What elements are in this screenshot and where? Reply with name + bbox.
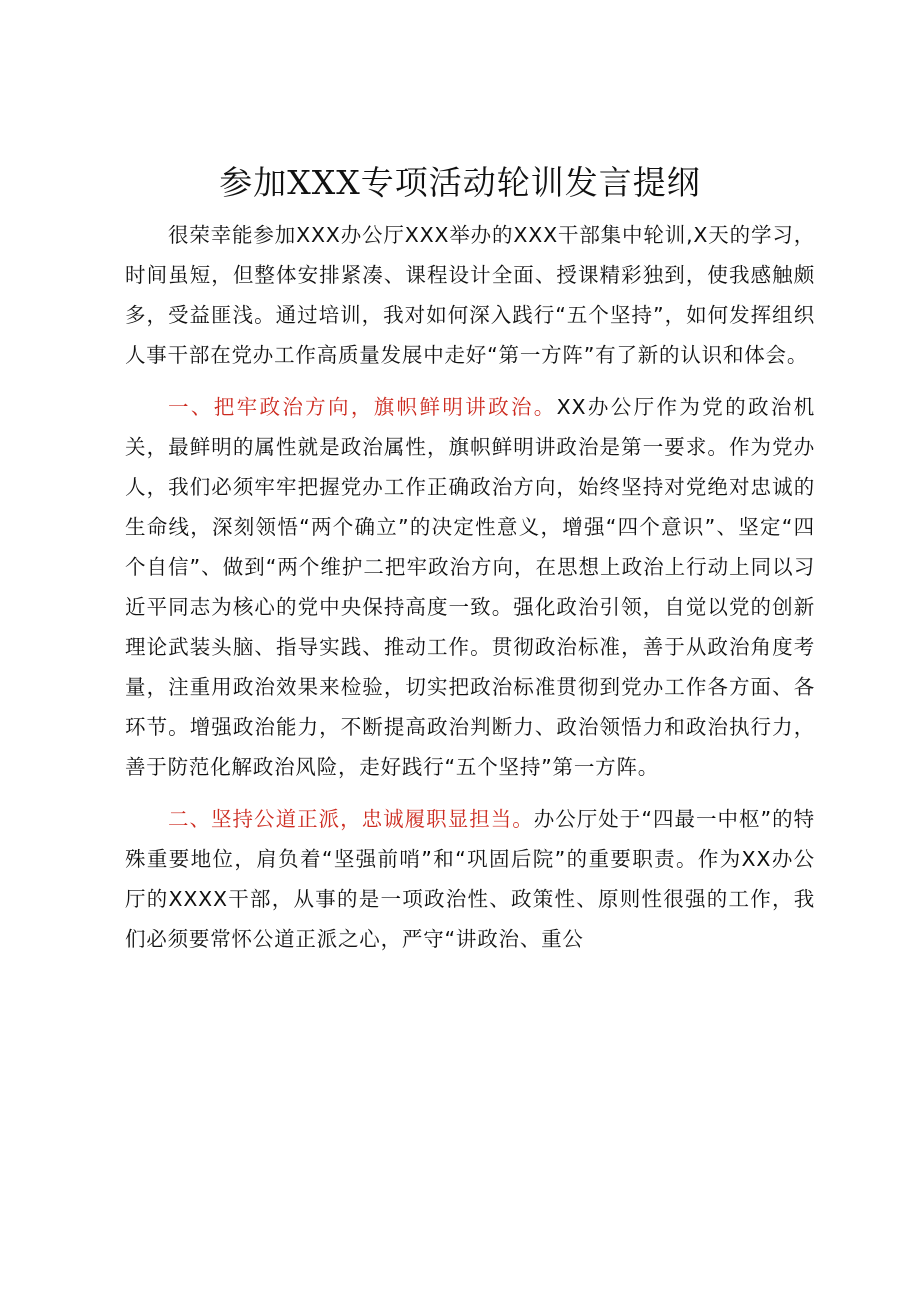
section-2-heading: 二、坚持公道正派，忠诚履职显担当。 (168, 807, 534, 831)
section-1-heading: 一、把牢政治方向，旗帜鲜明讲政治。 (168, 395, 557, 419)
section-1-paragraph (125, 387, 815, 787)
document-title: 参加XXX专项活动轮训发言提纲 (219, 163, 701, 202)
section-1-body: XX办公厅作为党的政治机关，最鲜明的属性就是政治属性，旗帜鲜明讲政治是第一要求。作为党办人，我们必须牢牢把握党办工作正确政治方向，始终坚持对党绝对忠诚的生命线，深刻领悟“两个确立”的决定性意义，增强“四个意识”、坚定“四个自信”、做到“两个维护二把牢政治方向，在思想上政治上行动上同以习近平同志为核心的党中央保持高度一致。强化政治引领，自觉以党的创新理论武装头脑、指导实践、推动工作。贯彻政治标准，善于从政治角度考量，注重用政治效果来检验，切实把政治标准贯彻到党办工作各方面、各环节。增强政治能力，不断提高政治判断力、政治领悟力和政治执行力，善于防范化解政治风险，走好践行“五个坚持”第一方阵。 (125, 395, 815, 779)
document-body (125, 215, 815, 971)
section-2-paragraph (125, 799, 815, 959)
intro-paragraph: 很荣幸能参加XXX办公厅XXX举办的XXX干部集中轮训,X天的学习，时间虽短，但整体安排紧凑、课程设计全面、授课精彩独到，使我感触颇多，受益匪浅。通过培训，我对如何深入践行“五个坚持”，如何发挥组织人事干部在党办工作高质量发展中走好“第一方阵”有了新的认识和体会。 (125, 223, 815, 367)
section-2-body: 办公厅处于“四最一中枢”的特殊重要地位，肩负着“坚强前哨”和“巩固后院”的重要职责。作为XX办公厅的XXXX干部，从事的是一项政治性、政策性、原则性很强的工作，我们必须要常怀公道正派之心，严守“讲政治、重公 (125, 807, 815, 951)
